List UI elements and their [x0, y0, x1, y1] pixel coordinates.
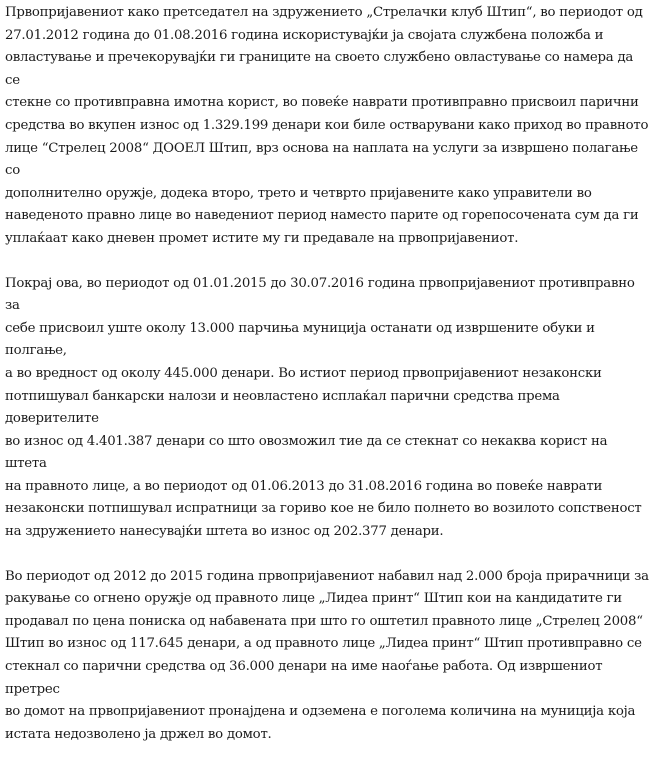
paragraph-1: Првопријавениот како претседател на здружението „Стрелачки клуб Штип“, во периодот од 27.01.2012 година до 01.08.2016 година искористувајќи ја својата службена положба и овластување и пречекорувајќи ги границите на своето службено овластување со намера да се стекне со противправна имотна корист, во повеќе наврати противправно присвоил парични средства во вкупен износ од 1.329.199 денари кои биле остварувани како приход во правното лице “Стрелец 2008“ ДООЕЛ Штип, врз основа на наплата на услуги за извршено полагање со дополнително оружје, додека второ, трето и четврто пријавените како управители во наведеното правно лице во наведениот период наместо парите од горепосочената сум да ги уплаќаат како дневен промет истите му ги предавале на првопријавениот.	[5, 5, 649, 246]
article-body	[5, 2, 649, 768]
paragraph-2: Покрај ова, во периодот од 01.01.2015 до 30.07.2016 година првопријавениот противправно за себе присвоил уште околу 13.000 парчиња муниција останати од извршените обуки и полгање, а во вредност од околу 445.000 денари. Во истиот период првопријавениот незаконски потпишувал банкарски налози и неовластено исплаќал парични средства према доверителите во износ од 4.401.387 денари со што овозможил тие да се стекнат со некаква корист на штета на правното лице, а во периодот од 01.06.2013 до 31.08.2016 година во повеќе наврати незаконски потпишувал испратници за гориво кое не било полнето во возилото сопственост на здружението нанесувајќи штета во износ од 202.377 денари.	[5, 275, 642, 540]
paragraph-3: Во периодот од 2012 до 2015 година првопријавениот набавил над 2.000 броја прирачници за ракување со огнено оружје од правното лице „Лидеа принт“ Штип кои на кандидатите ги продавал по цена пониска од набавената при што го оштетил правното лице „Стрелец 2008“ Штип во износ од 117.645 денари, а од правното лице „Лидеа принт“ Штип противправно се стекнал со парични средства од 36.000 денари на име наоѓање работа. Од извршениот претрес во домот на првопријавениот пронајдена и одземена е поголема количина на муниција која истата недозволено ја држел во домот.	[5, 568, 649, 742]
